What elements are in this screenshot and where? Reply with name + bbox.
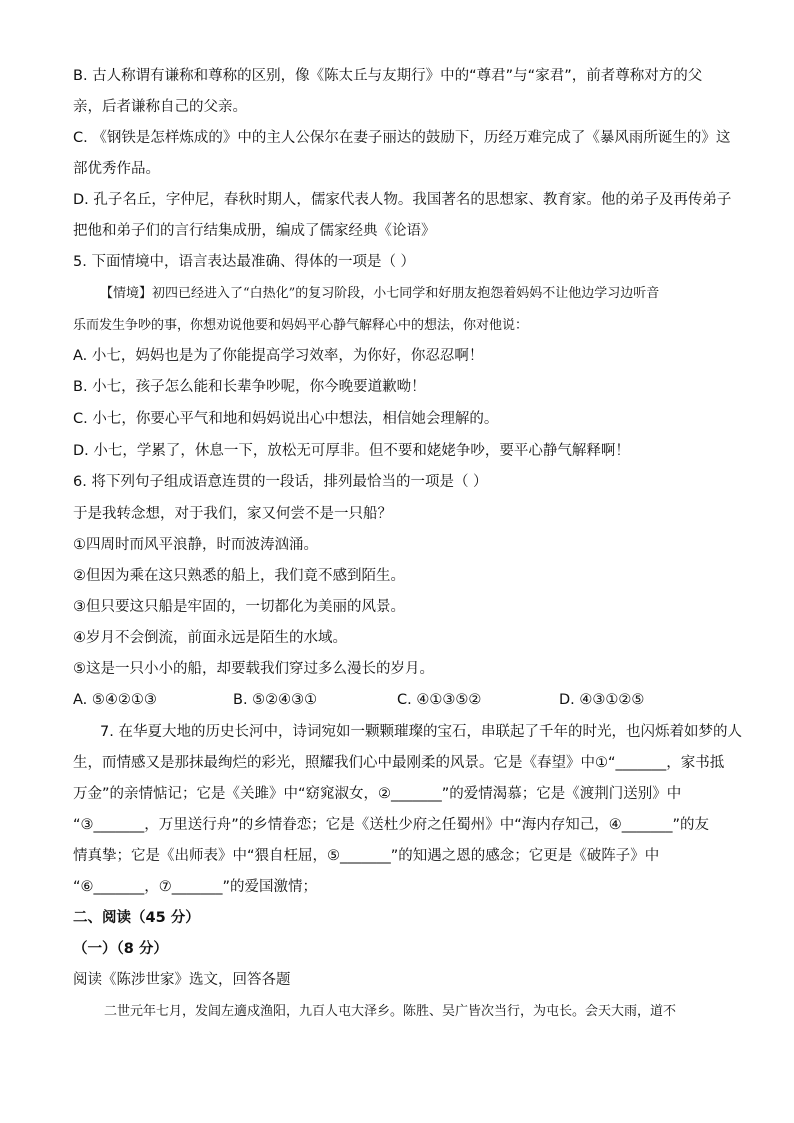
q6-sentence-1: ①四周时而风平浪静，时而波涛汹涌。 (73, 537, 318, 553)
q5-option-b: B. 小七，孩子怎么能和长辈争吵呢，你今晚要道歉呦！ (73, 379, 426, 395)
q5-stem: 5. 下面情境中，语言表达最准确、得体的一项是（ ） (73, 254, 416, 270)
q7-line6: “⑥_______，⑦_______”的爱国激情； (73, 879, 318, 895)
section-title: 二、阅读（45 分） (73, 910, 200, 926)
q7-line3: 万金”的亲情惦记；它是《关雎》中“窈窕淑女，②_______”的爱情渴慕；它是《渡荆门送别》中 (73, 786, 682, 802)
q7-line2: 生，而情感又是那抹最绚烂的彩光，照耀我们心中最刚柔的风景。它是《春望》中①“_______，家书抵 (73, 755, 725, 771)
q5-context-line2: 乐而发生争吵的事，你想劝说他要和妈妈平心静气解释心中的想法，你对他说： (73, 318, 529, 333)
q7-line1: 7. 在华夏大地的历史长河中，诗词宛如一颗颗璀璨的宝石，串联起了千年的时光，也闪烁着如梦的人 (100, 724, 742, 740)
q7-line5: 情真挚；它是《出师表》中“猥自枉屈，⑤_______”的知遇之恩的感念；它更是《破阵子》中 (73, 848, 660, 864)
q6-option-b: B. ⑤②④③① (233, 692, 318, 708)
q4-option-d-line1: D. 孔子名丘，字仲尼，春秋时期人，儒家代表人物。我国著名的思想家、教育家。他的弟子及再传弟子 (73, 192, 732, 208)
q4-option-d-line2: 把他和弟子们的言行结集成册，编成了儒家经典《论语》 (73, 223, 436, 239)
q5-context-line1: 【情境】初四已经进入了“白热化”的复习阶段，小七同学和好朋友抱怨着妈妈不让他边学习边听音 (100, 286, 660, 301)
q6-lead-sentence: 于是我转念想，对于我们，家又何尝不是一只船？ (73, 506, 392, 522)
q6-stem: 6. 将下列句子组成语意连贯的一段话，排列最恰当的一项是（ ） (73, 474, 488, 490)
q5-option-d: D. 小七，学累了，休息一下，放松无可厚非。但不要和姥姥争吵，要平心静气解释啊！ (73, 443, 630, 459)
q6-sentence-4: ④岁月不会倒流，前面永远是陌生的水域。 (73, 630, 347, 646)
q5-option-a: A. 小七，妈妈也是为了你能提高学习效率，为你好，你忍忍啊！ (73, 348, 484, 364)
q4-option-c-line1: C. 《钢铁是怎样炼成的》中的主人公保尔在妻子丽达的鼓励下，历经万难完成了《暴风雨所诞生的》这 (73, 130, 731, 146)
q6-option-c: C. ④①③⑤② (397, 692, 482, 708)
passage-line1: 二世元年七月，发闾左適戍渔阳，九百人屯大泽乡。陈胜、吴广皆次当行，为屯长。会天大雨，道不 (104, 1004, 677, 1019)
subsection-title: （一）（8 分） (73, 941, 168, 957)
q6-sentence-5: ⑤这是一只小小的船，却要载我们穿过多么漫长的岁月。 (73, 661, 434, 677)
q6-option-d: D. ④③①②⑤ (559, 692, 645, 708)
q5-option-c: C. 小七，你要心平气和地和妈妈说出心中想法，相信她会理解的。 (73, 411, 499, 427)
q4-option-b-line1: B. 古人称谓有谦称和尊称的区别，像《陈太丘与友期行》中的“尊君”与“家君”，前者尊称对方的父 (73, 68, 703, 84)
q4-option-c-line2: 部优秀作品。 (73, 161, 160, 177)
q6-sentence-2: ②但因为乘在这只熟悉的船上，我们竟不感到陌生。 (73, 568, 405, 584)
q4-option-b-line2: 亲，后者谦称自己的父亲。 (73, 99, 247, 115)
q6-option-a: A. ⑤④②①③ (73, 692, 157, 708)
reading-instruction: 阅读《陈涉世家》选文，回答各题 (73, 972, 291, 988)
q6-sentence-3: ③但只要这只船是牢固的，一切都化为美丽的风景。 (73, 599, 405, 615)
q7-line4: “③_______，万里送行舟”的乡情眷恋；它是《送杜少府之任蜀州》中“海内存知己，④_______”的友 (73, 817, 710, 833)
